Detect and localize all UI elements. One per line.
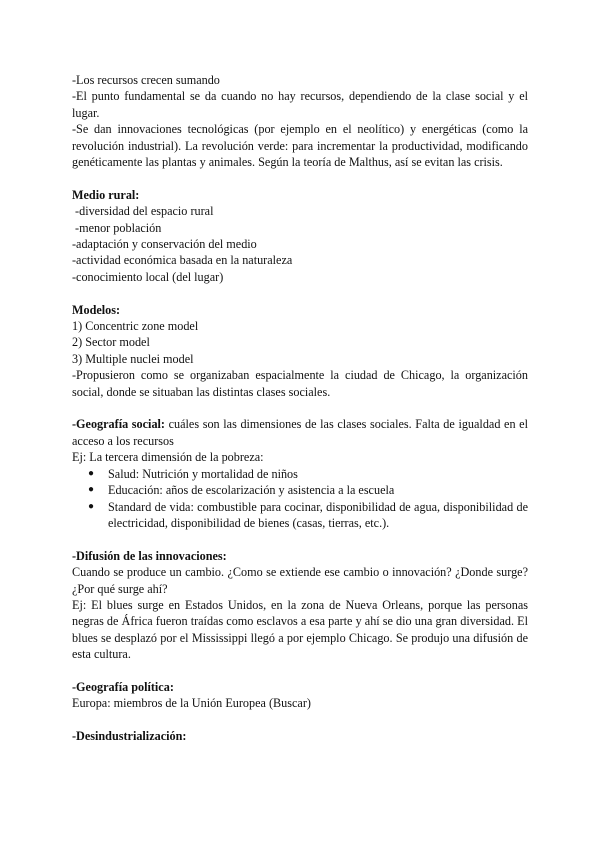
geografia-social-text: cuáles son las dimensiones de las clases sociales. Falta de igualdad en el acceso a los recursos xyxy=(72,417,528,448)
difusion-example: Ej: El blues surge en Estados Unidos, en la zona de Nueva Orleans, porque las personas negras de África fueron traídas como esclavos a esa parte y ahí se dio una gran diversidad. El blues se desplazó por el Mississippi llegó a por ejemplo Chicago. Se produjo una difusión de esta cultura. xyxy=(72,597,528,662)
medio-rural-heading: Medio rural: xyxy=(72,187,140,202)
difusion-heading: -Difusión de las innovaciones: xyxy=(72,548,227,563)
bullet-icon: ● xyxy=(88,484,95,496)
document-page xyxy=(72,72,528,745)
poverty-dimensions-list xyxy=(72,466,528,532)
desindustrializacion-heading: -Desindustrialización: xyxy=(72,729,187,744)
geografia-social-heading: -Geografía social: xyxy=(72,417,165,432)
list-item: ● Standard de vida: combustible para cocinar, disponibilidad de agua, disponibilidad de electricidad, disponibilidad de bienes (casas, tierras, etc.). xyxy=(88,499,528,530)
intro-line-1: -Los recursos crecen sumando xyxy=(72,73,220,87)
modelos-item: 2) Sector model xyxy=(72,335,150,350)
geografia-politica-text: Europa: miembros de la Unión Europea (Buscar) xyxy=(72,696,311,711)
intro-line-2: -El punto fundamental se da cuando no hay recursos, dependiendo de la clase social y el lugar. xyxy=(72,89,528,120)
list-item: ● Salud: Nutrición y mortalidad de niños xyxy=(88,466,298,481)
medio-rural-item: -actividad económica basada en la naturaleza xyxy=(72,253,293,268)
list-item: ● Educación: años de escolarización y asistencia a la escuela xyxy=(88,483,395,498)
modelos-heading: Modelos: xyxy=(72,302,121,317)
medio-rural-item: -menor población xyxy=(72,220,162,235)
geografia-social-paragraph xyxy=(72,416,528,449)
geografia-social-example: Ej: La tercera dimensión de la pobreza: xyxy=(72,450,264,465)
bullet-icon: ● xyxy=(88,467,95,479)
geografia-politica-heading: -Geografía política: xyxy=(72,679,174,694)
medio-rural-item: -adaptación y conservación del medio xyxy=(72,237,257,252)
modelos-item: 1) Concentric zone model xyxy=(72,319,199,334)
modelos-item: 3) Multiple nuclei model xyxy=(72,351,194,366)
intro-line-3: -Se dan innovaciones tecnológicas (por ejemplo en el neolítico) y energéticas (como la revolución industrial). La revolución verde: para incrementar la productividad, modificando genéticamente las plantas y animales. Según la teoría de Malthus, así se evitan las crisis. xyxy=(72,122,528,170)
modelos-paragraph: -Propusieron como se organizaban espacialmente la ciudad de Chicago, la organización social, donde se situaban las distintas clases sociales. xyxy=(72,368,528,399)
bullet-icon: ● xyxy=(88,500,95,512)
difusion-question: Cuando se produce un cambio. ¿Como se extiende ese cambio o innovación? ¿Donde surge? ¿Por qué surge ahí? xyxy=(72,565,528,596)
medio-rural-item: -conocimiento local (del lugar) xyxy=(72,269,224,284)
medio-rural-item: -diversidad del espacio rural xyxy=(72,204,214,219)
